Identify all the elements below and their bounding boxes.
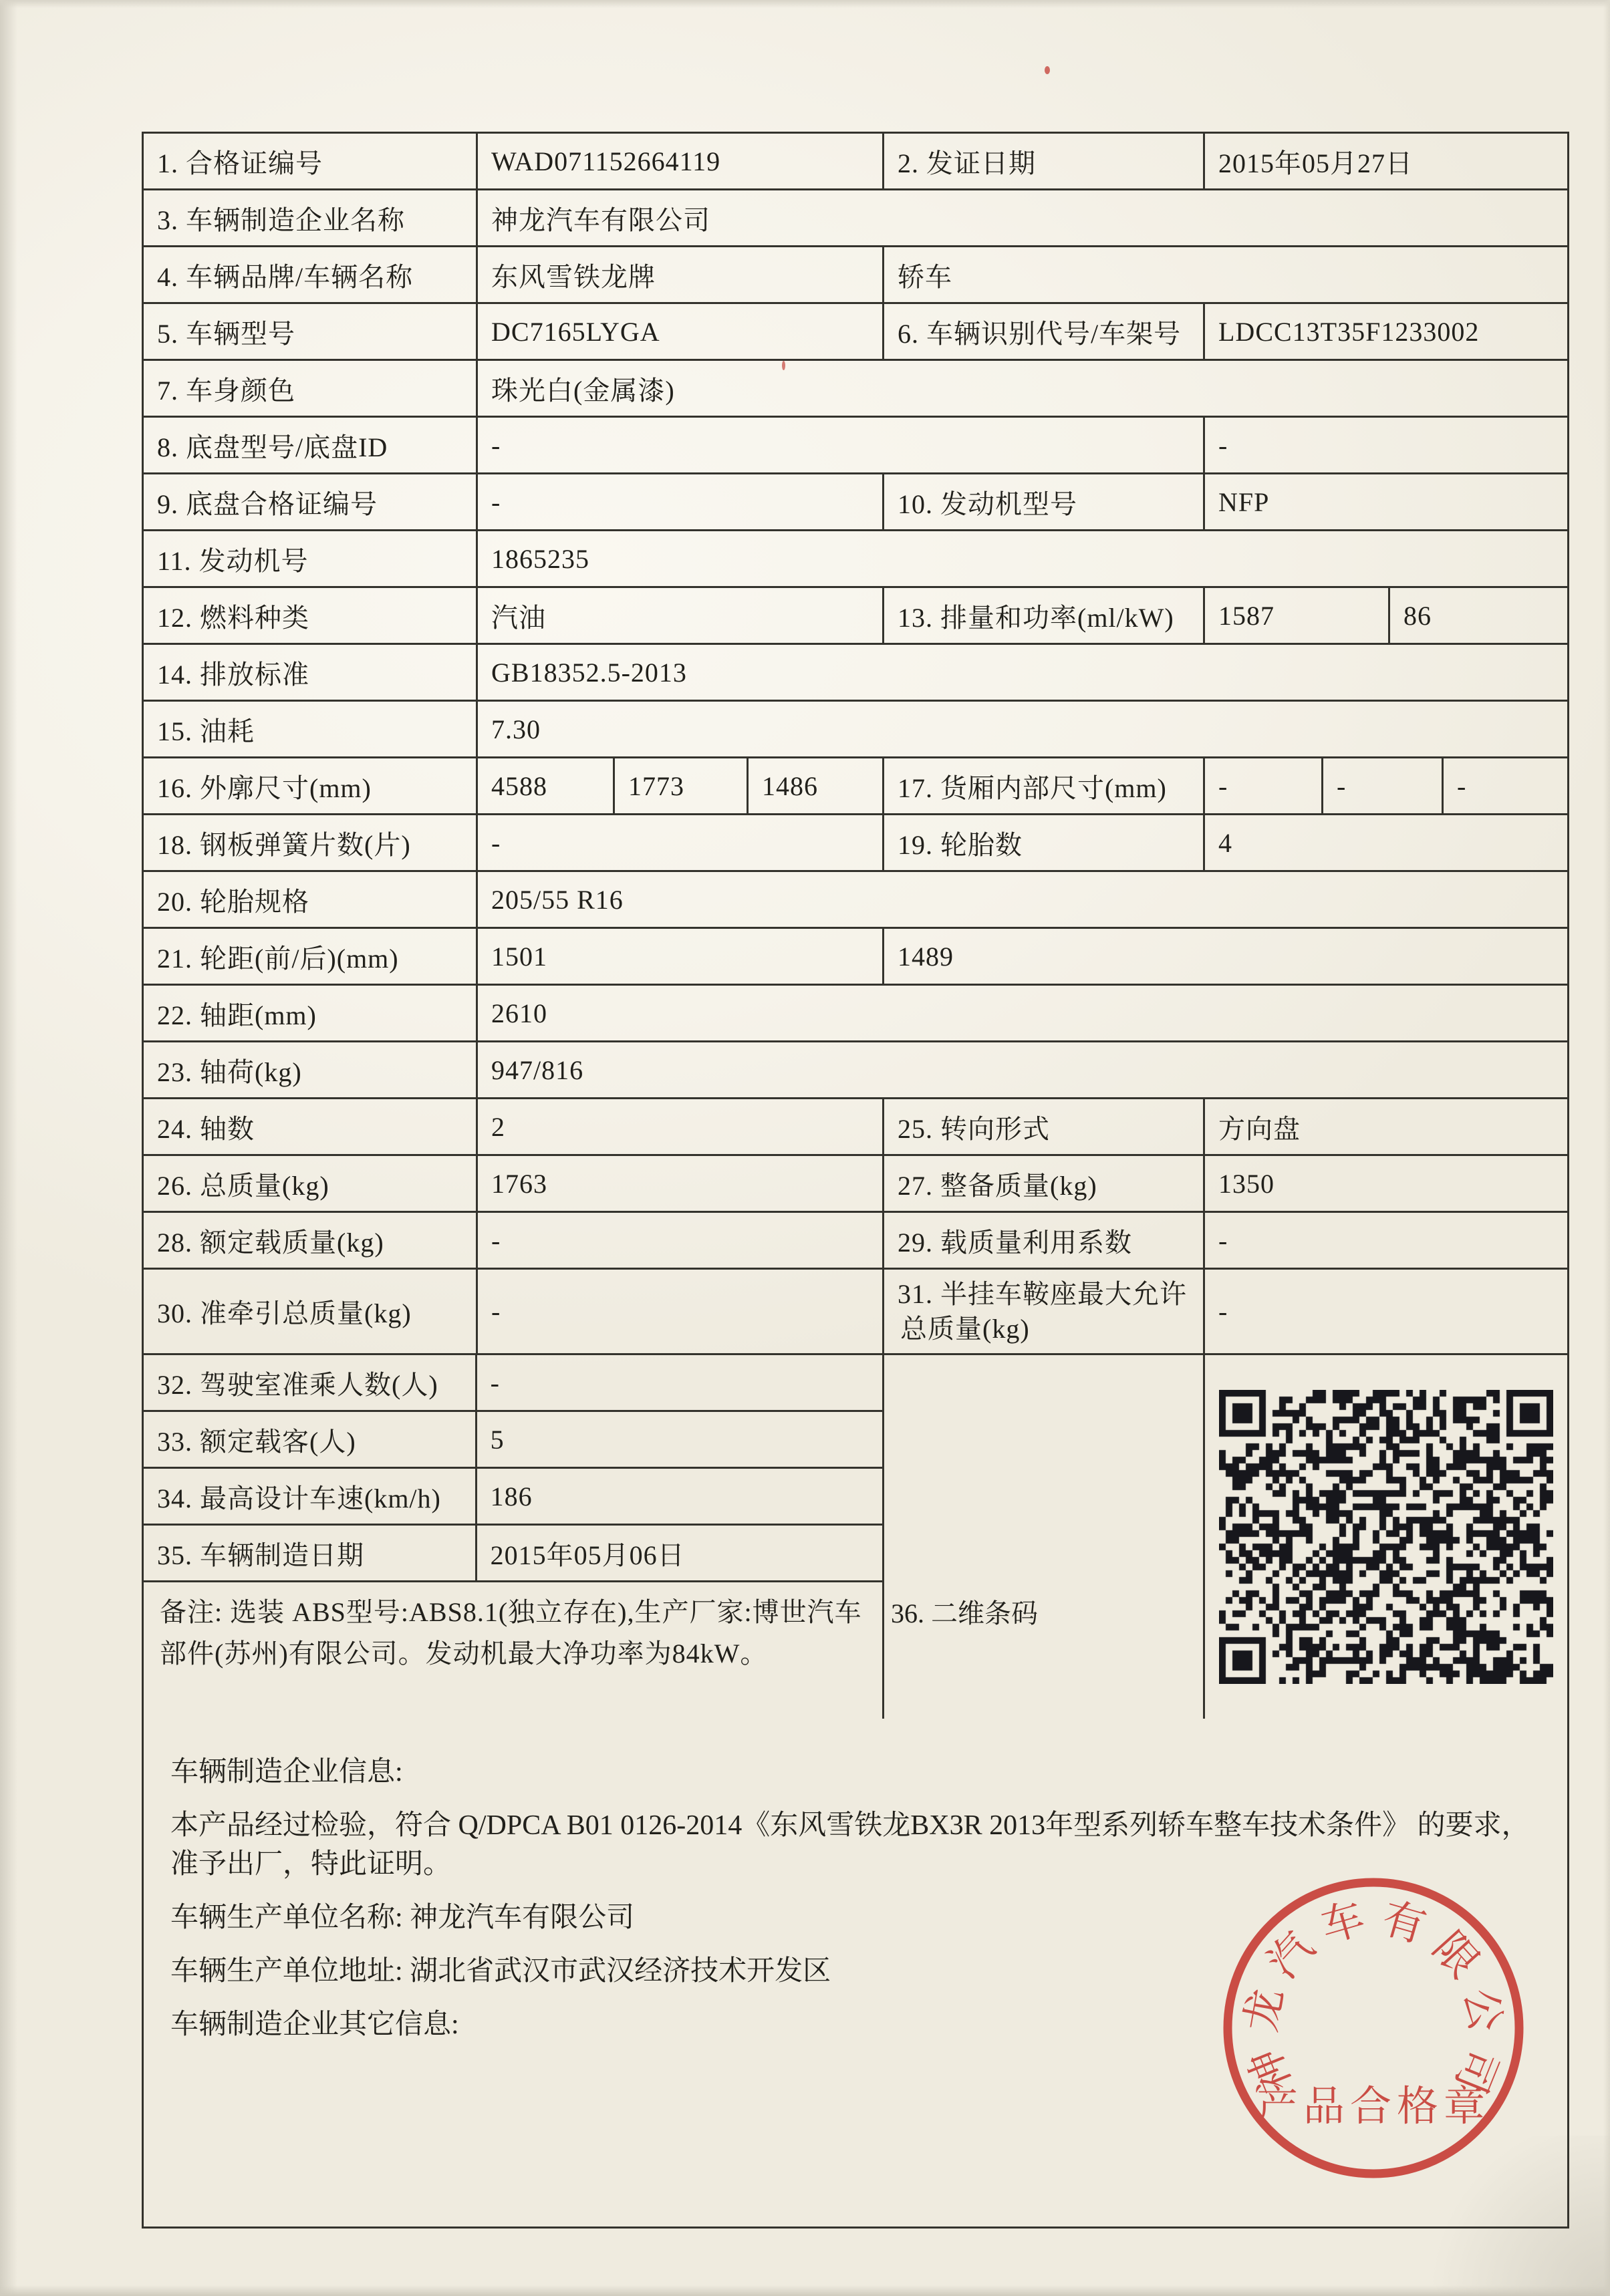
- table-row: [144, 1582, 882, 1719]
- field-2-label: 2. 发证日期: [884, 134, 1205, 188]
- field-15-label: 15. 油耗: [144, 702, 478, 756]
- stamp-arc-char: 车: [1315, 1894, 1370, 1952]
- table-row: [144, 815, 1567, 872]
- field-28-label: 28. 额定载质量(kg): [144, 1213, 478, 1268]
- field-10-label: 10. 发动机型号: [884, 474, 1205, 529]
- table-row: [144, 929, 1567, 986]
- field-26-label: 26. 总质量(kg): [144, 1156, 478, 1211]
- field-25-label: 25. 转向形式: [884, 1099, 1205, 1154]
- field-34-value: 186: [490, 1481, 533, 1512]
- field-1-value: WAD071152664119: [478, 134, 884, 188]
- field-13-label: 13. 排量和功率(ml/kW): [884, 588, 1205, 643]
- field-14-label: 14. 排放标准: [144, 645, 478, 700]
- field-12-value: 汽油: [478, 588, 884, 643]
- field-18-value: -: [478, 815, 884, 870]
- qr-code: [1219, 1390, 1553, 1684]
- table-row: [144, 702, 1567, 758]
- field-16-height: 1486: [749, 758, 884, 813]
- company-seal-stamp: [1213, 1868, 1534, 2188]
- field-30-label: 30. 准牵引总质量(kg): [144, 1270, 478, 1353]
- table-row: [144, 1526, 882, 1582]
- field-17-width: -: [1323, 758, 1444, 813]
- table-row: [144, 1270, 1567, 1355]
- table-row: [144, 1355, 882, 1412]
- field-21-rear-value: 1489: [898, 941, 954, 972]
- field-4-value2: 轿车: [898, 261, 952, 292]
- field-13-value-power: 86: [1403, 600, 1432, 631]
- field-19-value: 4: [1218, 827, 1232, 858]
- field-29-label: 29. 载质量利用系数: [884, 1213, 1205, 1268]
- field-23-value: 947/816: [491, 1054, 584, 1085]
- field-32-label: 32. 驾驶室准乘人数(人): [144, 1355, 477, 1410]
- field-28-value: -: [478, 1213, 884, 1268]
- field-35-value: 2015年05月06日: [490, 1540, 685, 1570]
- table-row: [144, 304, 1567, 361]
- field-25-value: 方向盘: [1218, 1113, 1301, 1144]
- table-row: [144, 872, 1567, 929]
- field-3-value: 神龙汽车有限公司: [491, 204, 710, 235]
- field-1-label: 1. 合格证编号: [144, 134, 478, 188]
- field-22-value: 2610: [491, 998, 547, 1028]
- field-29-value: -: [1218, 1225, 1228, 1256]
- field-11-value: 1865235: [491, 543, 589, 574]
- field-13-value-displacement: 1587: [1205, 588, 1390, 643]
- field-24-value: 2: [478, 1099, 884, 1154]
- table-row: [144, 1156, 1567, 1213]
- table-row: [144, 986, 1567, 1042]
- field-7-value: 珠光白(金属漆): [491, 375, 675, 406]
- table-row: [144, 134, 1567, 190]
- table-row: [144, 247, 1567, 304]
- field-23-label: 23. 轴荷(kg): [144, 1042, 478, 1097]
- field-17-length: -: [1205, 758, 1323, 813]
- table-row: [144, 1099, 1567, 1156]
- stamp-arc-text: [1237, 1894, 1510, 2100]
- field-16-width: 1773: [615, 758, 749, 813]
- stamp-arc-char: 公: [1455, 1985, 1510, 2035]
- scan-edge-top: [0, 0, 1610, 8]
- table-row: [144, 1412, 882, 1469]
- stamp-arc-char: 有: [1377, 1894, 1432, 1952]
- field-20-value: 205/55 R16: [491, 884, 624, 915]
- field-6-label: 6. 车辆识别代号/车架号: [884, 304, 1205, 359]
- field-19-label: 19. 轮胎数: [884, 815, 1205, 870]
- field-8-value: -: [478, 418, 1205, 472]
- stamp-arc-char: 神: [1240, 2042, 1301, 2100]
- field-14-value: GB18352.5-2013: [491, 657, 687, 688]
- field-9-label: 9. 底盘合格证编号: [144, 474, 478, 529]
- stamp-arc-char: 司: [1446, 2042, 1506, 2100]
- field-22-label: 22. 轴距(mm): [144, 986, 478, 1040]
- field-12-label: 12. 燃料种类: [144, 588, 478, 643]
- field-18-label: 18. 钢板弹簧片数(片): [144, 815, 478, 870]
- field-31-value: -: [1218, 1296, 1228, 1326]
- field-34-label: 34. 最高设计车速(km/h): [144, 1469, 477, 1524]
- field-33-label: 33. 额定载客(人): [144, 1412, 477, 1467]
- remarks-cell: 备注: 选装 ABS型号:ABS8.1(独立存在),生产厂家:博世汽车部件(苏州)有限公司。发动机最大净功率为84kW。: [160, 1597, 862, 1669]
- field-6-value: LDCC13T35F1233002: [1218, 316, 1480, 347]
- field-16-label: 16. 外廓尺寸(mm): [144, 758, 478, 813]
- field-5-label: 5. 车辆型号: [144, 304, 478, 359]
- manufacturer-address-line: 车辆生产单位地址: 湖北省武汉市武汉经济技术开发区: [170, 1956, 831, 1987]
- table-row: [144, 1042, 1567, 1099]
- field-17-height: -: [1457, 770, 1467, 801]
- table-row: [144, 474, 1567, 531]
- stamp-arc-char: 汽: [1258, 1923, 1323, 1987]
- field-24-label: 24. 轴数: [144, 1099, 478, 1154]
- table-row: [144, 418, 1567, 474]
- field-33-value: 5: [490, 1424, 505, 1455]
- field-17-label: 17. 货厢内部尺寸(mm): [884, 758, 1205, 813]
- qr-region: [884, 1355, 1567, 1719]
- table-row: [144, 361, 1567, 418]
- field-21-front-value: 1501: [478, 929, 884, 984]
- bottom-left-rows: [144, 1355, 884, 1719]
- field-16-length: 4588: [478, 758, 615, 813]
- field-8-value2: -: [1218, 430, 1228, 460]
- field-31-label: 31. 半挂车鞍座最大允许总质量(kg): [884, 1270, 1205, 1353]
- table-row: [144, 588, 1567, 645]
- stamp-arc-char: 龙: [1237, 1985, 1292, 2035]
- table-row: [144, 758, 1567, 815]
- field-30-value: -: [478, 1270, 884, 1353]
- field-7-label: 7. 车身颜色: [144, 361, 478, 416]
- field-10-value: NFP: [1218, 486, 1270, 517]
- table-row: [144, 1469, 882, 1526]
- field-15-value: 7.30: [491, 714, 541, 744]
- scan-speck: [1045, 66, 1050, 74]
- table-row: [144, 645, 1567, 702]
- certification-statement: 本产品经过检验，符合 Q/DPCA B01 0126-2014《东风雪铁龙BX3R 2013年型系列轿车整车技术条件》 的要求，准予出厂，特此证明。: [170, 1810, 1530, 1880]
- scan-edge-right: [1603, 0, 1610, 2296]
- field-4-value: 东风雪铁龙牌: [478, 247, 884, 302]
- field-35-label: 35. 车辆制造日期: [144, 1526, 477, 1580]
- manufacturer-info-title: 车辆制造企业信息:: [170, 1757, 403, 1787]
- table-row: [144, 531, 1567, 588]
- field-36-label: 36. 二维条码: [884, 1355, 1205, 1719]
- field-9-value: -: [478, 474, 884, 529]
- field-21-label: 21. 轮距(前/后)(mm): [144, 929, 478, 984]
- field-2-value: 2015年05月27日: [1218, 148, 1413, 178]
- table-row: [144, 190, 1567, 247]
- field-26-value: 1763: [478, 1156, 884, 1211]
- table-row: [144, 1213, 1567, 1270]
- field-3-label: 3. 车辆制造企业名称: [144, 190, 478, 245]
- qr-code-cell: [1205, 1355, 1567, 1719]
- table-bottom-block: [144, 1355, 1567, 1719]
- field-27-label: 27. 整备质量(kg): [884, 1156, 1205, 1211]
- certificate-frame: [142, 132, 1569, 2229]
- field-11-label: 11. 发动机号: [144, 531, 478, 586]
- manufacturer-name-line: 车辆生产单位名称: 神龙汽车有限公司: [170, 1902, 635, 1933]
- field-4-label: 4. 车辆品牌/车辆名称: [144, 247, 478, 302]
- field-27-value: 1350: [1218, 1168, 1274, 1199]
- field-8-label: 8. 底盘型号/底盘ID: [144, 418, 478, 472]
- field-5-value: DC7165LYGA: [478, 304, 884, 359]
- stamp-arc-char: 限: [1424, 1923, 1488, 1987]
- stamp-bottom-text: 产品合格章: [1256, 2084, 1491, 2130]
- scan-edge-bottom: [0, 2285, 1610, 2296]
- manufacturer-other-info-line: 车辆制造企业其它信息:: [170, 2009, 459, 2040]
- scan-edge-left: [0, 0, 17, 2296]
- field-32-value: -: [490, 1367, 500, 1398]
- field-20-label: 20. 轮胎规格: [144, 872, 478, 927]
